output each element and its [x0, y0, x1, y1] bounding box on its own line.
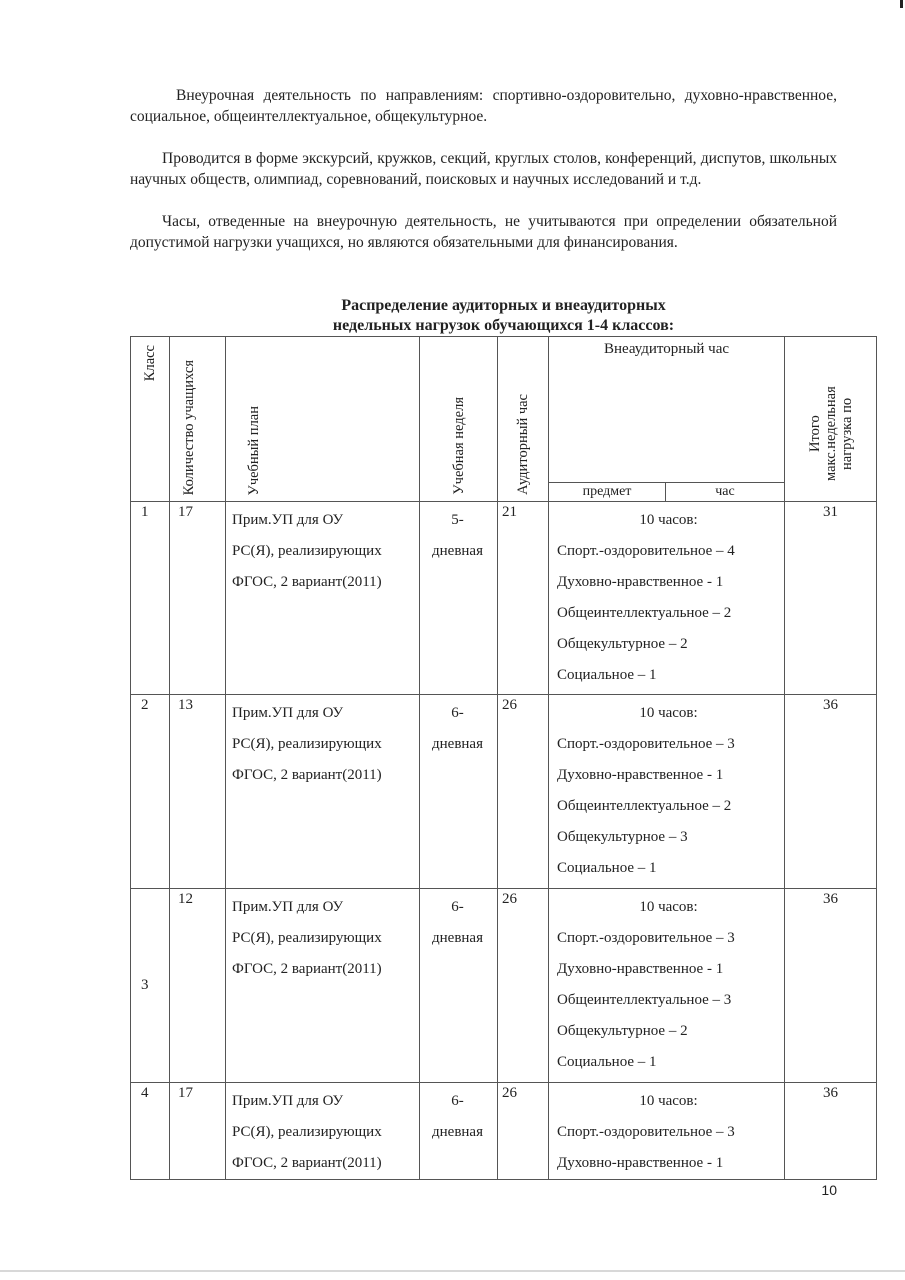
cell-plan: Прим.УП для ОУ РС(Я), реализирующих ФГОС, 2 вариант(2011) — [226, 1083, 420, 1180]
cell-class: 3 — [131, 889, 170, 1083]
cell-audit: 26 — [498, 889, 549, 1083]
cell-plan: Прим.УП для ОУ РС(Я), реализирующих ФГОС, 2 вариант(2011) — [226, 889, 420, 1083]
table-row — [131, 1083, 877, 1180]
cell-audit: 26 — [498, 695, 549, 889]
cell-extra: 10 часов: Спорт.-оздоровительное – 3 Духовно-нравственное - 1 Общеинтеллектуальное – 2 Общекультурное – 3 Социальное – 1 — [549, 695, 785, 889]
cell-audit: 21 — [498, 502, 549, 695]
cell-total: 31 — [785, 502, 877, 695]
paragraph-forms: Проводится в форме экскурсий, кружков, секций, круглых столов, конференций, диспутов, школьных научных обществ, олимпиад, соревнований, поисковых и научных исследований и т.д. — [130, 150, 837, 188]
cell-extra: 10 часов: Спорт.-оздоровительное – 4 Духовно-нравственное - 1 Общеинтеллектуальное – 2 Общекультурное – 2 Социальное – 1 — [549, 502, 785, 695]
cell-extra: 10 часов: Спорт.-оздоровительное – 3 Духовно-нравственное - 1 Общеинтеллектуальное – 3 Общекультурное – 2 Социальное – 1 — [549, 889, 785, 1083]
header-audit: Аудиторный час — [498, 337, 549, 502]
cell-students: 13 — [170, 695, 226, 889]
header-total: Итого макс.недельная нагрузка по — [785, 337, 877, 502]
paragraph-hours-note: Часы, отведенные на внеурочную деятельность, не учитываются при определении обязательной допустимой нагрузки учащихся, но являются обязательными для финансирования. — [130, 213, 837, 251]
page-number: 10 — [821, 1182, 837, 1198]
table-title-line-1: Распределение аудиторных и внеаудиторных — [341, 297, 666, 314]
header-class: Класс — [131, 337, 170, 502]
cell-week: 6- дневная — [420, 1083, 498, 1180]
cell-week: 5- дневная — [420, 502, 498, 695]
cell-plan: Прим.УП для ОУ РС(Я), реализирующих ФГОС, 2 вариант(2011) — [226, 695, 420, 889]
header-extra: Внеаудиторный час — [549, 337, 785, 483]
header-students: Количество учащихся — [170, 337, 226, 502]
cell-extra: 10 часов: Спорт.-оздоровительное – 3 Духовно-нравственное - 1 — [549, 1083, 785, 1180]
table-title-line-2: недельных нагрузок обучающихся 1-4 классов: — [332, 317, 675, 334]
header-plan: Учебный план — [226, 337, 420, 502]
header-extra-subject: предмет — [549, 483, 666, 502]
cell-total: 36 — [785, 889, 877, 1083]
cell-students: 17 — [170, 1083, 226, 1180]
table-row — [131, 502, 877, 695]
paragraph-extracurricular-directions: Внеурочная деятельность по направлениям: спортивно-оздоровительно, духовно-нравственное, социальное, общеинтеллектуальное, общекультурное. — [130, 87, 837, 125]
cell-week: 6- дневная — [420, 889, 498, 1083]
cell-students: 17 — [170, 502, 226, 695]
load-distribution-table — [130, 336, 876, 1180]
cell-class: 1 — [131, 502, 170, 695]
cell-total: 36 — [785, 695, 877, 889]
scan-edge — [0, 1270, 905, 1272]
cell-total: 36 — [785, 1083, 877, 1180]
scan-mark — [900, 0, 903, 8]
header-extra-hours: час — [666, 483, 785, 502]
cell-class: 4 — [131, 1083, 170, 1180]
cell-week: 6- дневная — [420, 695, 498, 889]
cell-class: 2 — [131, 695, 170, 889]
cell-students: 12 — [170, 889, 226, 1083]
header-week: Учебная неделя — [420, 337, 498, 502]
table-title — [130, 296, 877, 336]
table-row — [131, 695, 877, 889]
table-row — [131, 889, 877, 1083]
cell-plan: Прим.УП для ОУ РС(Я), реализирующих ФГОС, 2 вариант(2011) — [226, 502, 420, 695]
cell-audit: 26 — [498, 1083, 549, 1180]
